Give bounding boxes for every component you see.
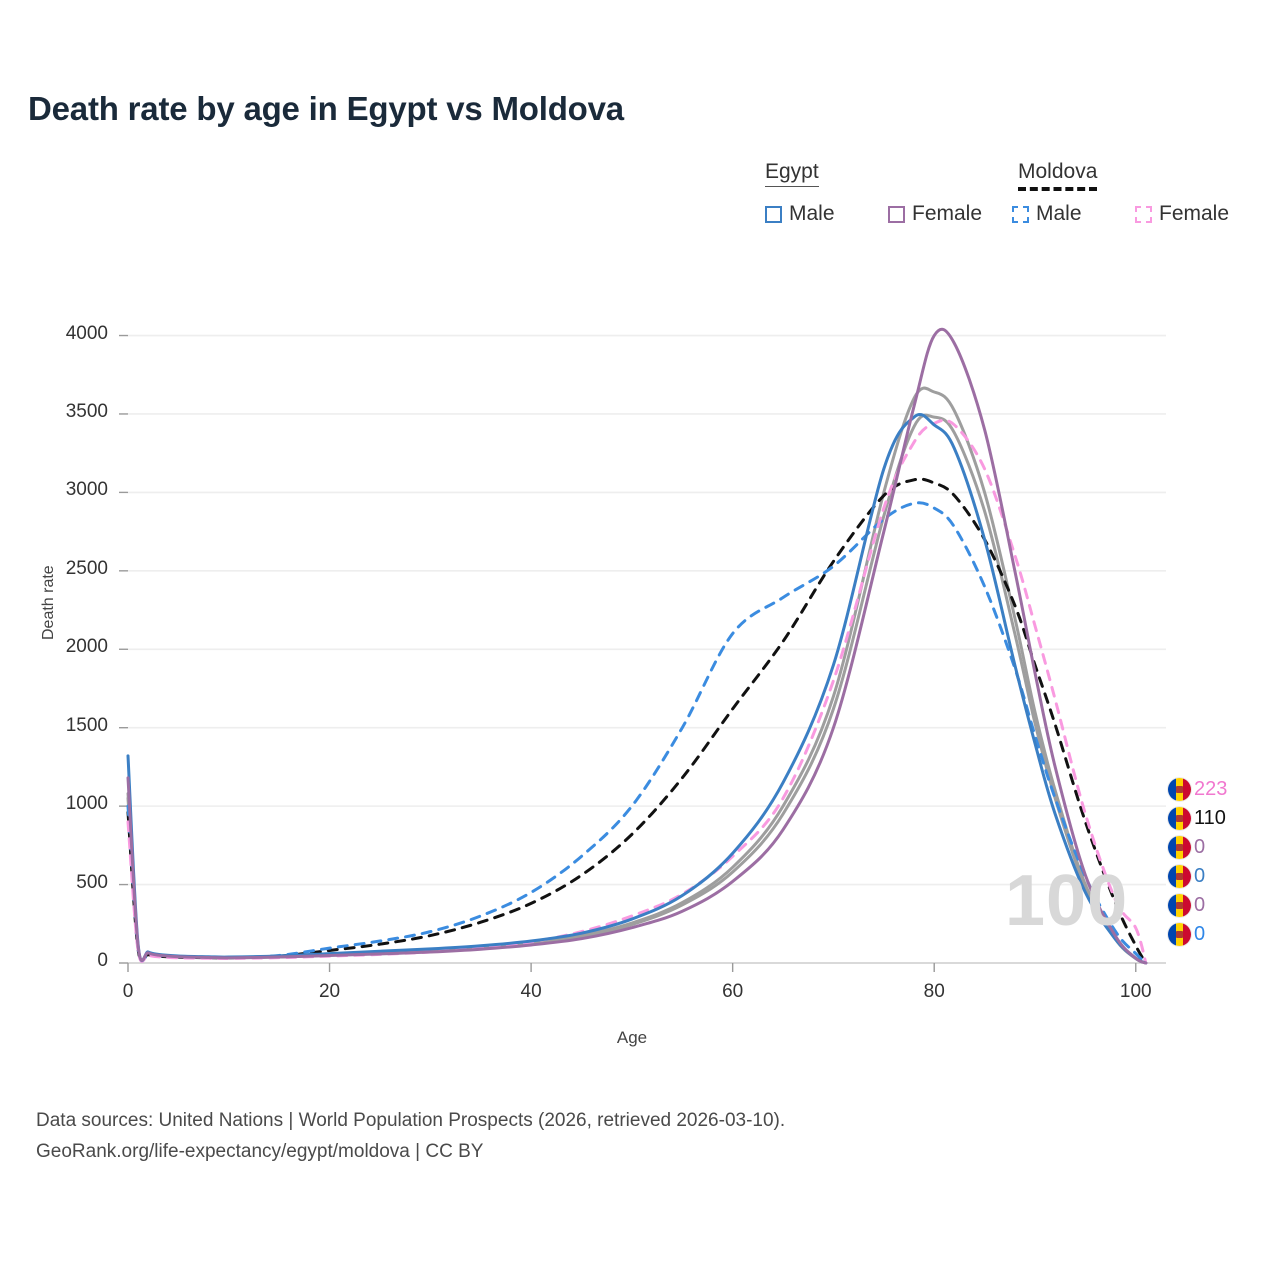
series-line bbox=[128, 415, 1146, 963]
series-end-label bbox=[1168, 891, 1278, 920]
legend-group-moldova-label: Moldova bbox=[1018, 160, 1098, 183]
series-end-label bbox=[1168, 920, 1278, 949]
series-line bbox=[128, 420, 1146, 963]
series-end-value: 0 bbox=[1194, 923, 1206, 945]
legend-group-egypt: Egypt bbox=[765, 160, 819, 187]
source-line-2: GeoRank.org/life-expectancy/egypt/moldova | CC BY bbox=[36, 1141, 484, 1162]
moldova-flag-icon bbox=[1168, 923, 1191, 946]
page-title: Death rate by age in Egypt vs Moldova bbox=[28, 90, 624, 127]
moldova-flag-icon bbox=[1168, 778, 1191, 801]
y-tick-label: 4000 bbox=[65, 322, 108, 344]
y-tick-label: 2500 bbox=[65, 557, 108, 579]
x-tick-label: 80 bbox=[923, 981, 945, 1002]
series-end-value: 110 bbox=[1194, 807, 1226, 829]
series-end-value: 0 bbox=[1194, 836, 1206, 858]
series-end-value: 0 bbox=[1194, 894, 1206, 916]
legend-label-egypt-female: Female bbox=[912, 202, 983, 225]
series-end-label bbox=[1168, 775, 1278, 804]
series-line bbox=[128, 329, 1146, 963]
watermark: 100 bbox=[1005, 861, 1129, 941]
y-axis-title: Death rate bbox=[40, 565, 57, 640]
x-tick-label: 100 bbox=[1119, 981, 1152, 1002]
series-end-label bbox=[1168, 862, 1278, 891]
y-tick-label: 500 bbox=[76, 871, 108, 893]
source-note bbox=[36, 1105, 785, 1167]
moldova-flag-icon bbox=[1168, 865, 1191, 888]
y-tick-label: 1500 bbox=[65, 714, 108, 736]
x-tick-label: 60 bbox=[722, 981, 744, 1002]
moldova-flag-icon bbox=[1168, 894, 1191, 917]
moldova-flag-icon bbox=[1168, 836, 1191, 859]
legend-label-egypt-male: Male bbox=[789, 202, 835, 225]
x-axis-title bbox=[0, 1028, 1280, 1048]
y-tick-label: 1000 bbox=[65, 793, 108, 815]
series-line bbox=[128, 388, 1146, 963]
source-line-1: Data sources: United Nations | World Population Prospects (2026, retrieved 2026-03-10). bbox=[36, 1110, 786, 1131]
series-end-label bbox=[1168, 833, 1278, 862]
series-end-value: 0 bbox=[1194, 865, 1206, 887]
y-tick-label: 0 bbox=[97, 950, 108, 971]
x-tick-label: 20 bbox=[318, 981, 341, 1002]
series-line bbox=[128, 415, 1146, 963]
y-tick-label: 3500 bbox=[65, 400, 108, 422]
y-tick-label: 2000 bbox=[65, 636, 108, 658]
y-tick-label: 3000 bbox=[65, 479, 108, 501]
series-line bbox=[128, 479, 1146, 963]
x-tick-label: 0 bbox=[122, 981, 134, 1002]
moldova-flag-icon bbox=[1168, 807, 1191, 830]
series-end-label bbox=[1168, 804, 1278, 833]
legend-label-moldova-male: Male bbox=[1036, 202, 1082, 225]
series-end-value: 223 bbox=[1194, 778, 1228, 800]
legend-label-moldova-female: Female bbox=[1159, 202, 1230, 225]
x-axis-title-text: Age bbox=[616, 1028, 648, 1047]
series-end-labels bbox=[1168, 775, 1278, 949]
x-tick-label: 40 bbox=[520, 981, 542, 1002]
